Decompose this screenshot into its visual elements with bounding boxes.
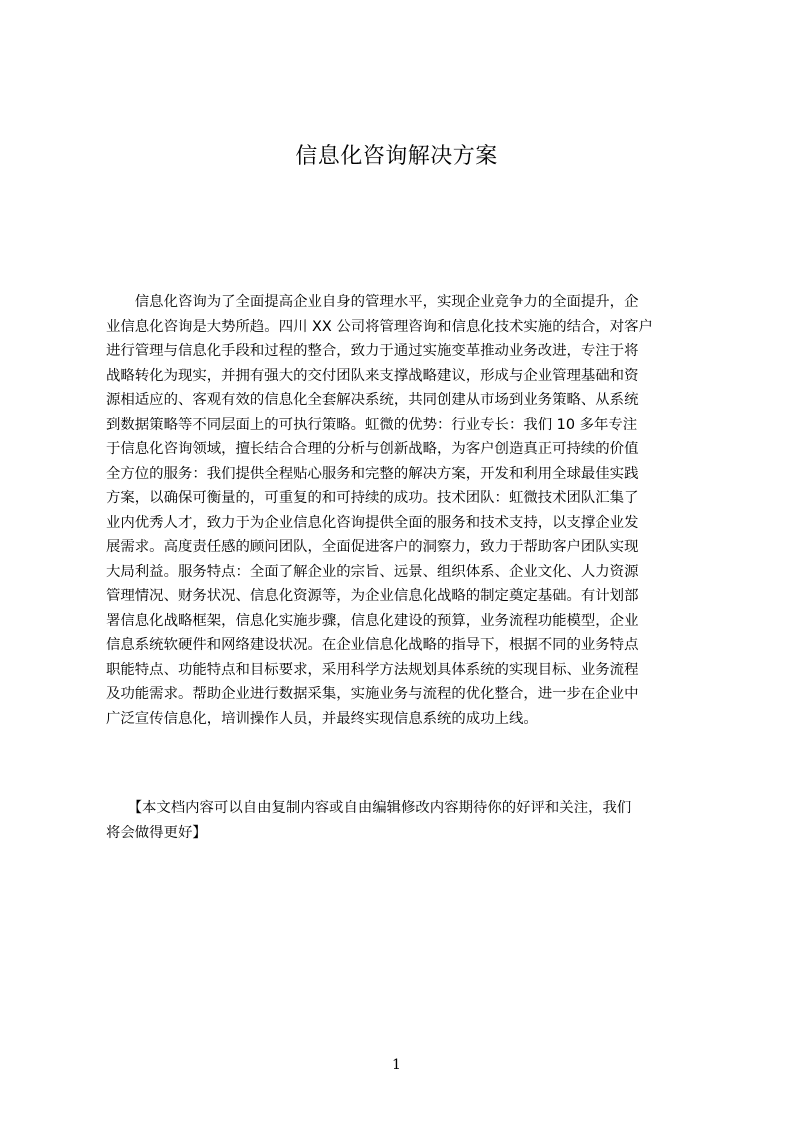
paragraph-line: 及功能需求。帮助企业进行数据采集，实施业务与流程的优化整合，进一步在企业中 xyxy=(106,686,639,702)
paragraph-line: 源相适应的、客观有效的信息化全套解决系统，共同创建从市场到业务策略、从系统 xyxy=(106,392,639,408)
paragraph-line: 于信息化咨询领域，擅长结合合理的分析与创新战略，为客户创造真正可持续的价值 xyxy=(106,441,639,457)
paragraph-line: 业信息化咨询是大势所趋。四川 XX 公司将管理咨询和信息化技术实施的结合，对客户 xyxy=(106,318,653,335)
note-line: 【本文档内容可以自由复制内容或自由编辑修改内容期待你的好评和关注，我们 xyxy=(106,800,632,816)
paragraph-line: 业内优秀人才，致力于为企业信息化咨询提供全面的服务和技术支持，以支撑企业发 xyxy=(106,514,639,531)
paragraph-line: 信息化咨询为了全面提高企业自身的管理水平，实现企业竞争力的全面提升，企 xyxy=(106,294,639,310)
paragraph-line: 管理情况、财务状况、信息化资源等，为企业信息化战略的制定奠定基础。有计划部 xyxy=(106,588,639,604)
page-number: 1 xyxy=(392,1057,401,1073)
note-line: 将会做得更好】 xyxy=(106,824,207,841)
paragraph-line: 方案，以确保可衡量的，可重复的和可持续的成功。技术团队：虹微技术团队汇集了 xyxy=(106,490,639,506)
paragraph-line: 展需求。高度责任感的顾问团队，全面促进客户的洞察力，致力于帮助客户团队实现 xyxy=(106,539,639,555)
paragraph-line: 信息系统软硬件和网络建设状况。在企业信息化战略的指导下，根据不同的业务特点 xyxy=(106,637,639,653)
main-paragraph xyxy=(106,290,698,731)
paragraph-line: 战略转化为现实，并拥有强大的交付团队来支撑战略建议，形成与企业管理基础和资 xyxy=(106,367,639,384)
page-title: 信息化咨询解决方案 xyxy=(295,144,498,169)
paragraph-line: 署信息化战略框架，信息化实施步骤，信息化建设的预算，业务流程功能模型，企业 xyxy=(106,612,639,629)
paragraph-line: 大局利益。服务特点：全面了解企业的宗旨、远景、组织体系、企业文化、人力资源 xyxy=(106,563,639,580)
paragraph-line: 广泛宣传信息化，培训操作人员，并最终实现信息系统的成功上线。 xyxy=(106,710,538,727)
paragraph-line: 进行管理与信息化手段和过程的整合，致力于通过实施变革推动业务改进，专注于将 xyxy=(106,343,639,359)
paragraph-line: 全方位的服务：我们提供全程贴心服务和完整的解决方案，开发和利用全球最佳实践 xyxy=(106,465,639,482)
paragraph-line: 到数据策略等不同层面上的可执行策略。虹微的优势：行业专长：我们 10 多年专注 xyxy=(106,416,638,433)
editing-note xyxy=(106,796,698,845)
paragraph-line: 职能特点、功能特点和目标要求，采用科学方法规划具体系统的实现目标、业务流程 xyxy=(106,661,639,678)
